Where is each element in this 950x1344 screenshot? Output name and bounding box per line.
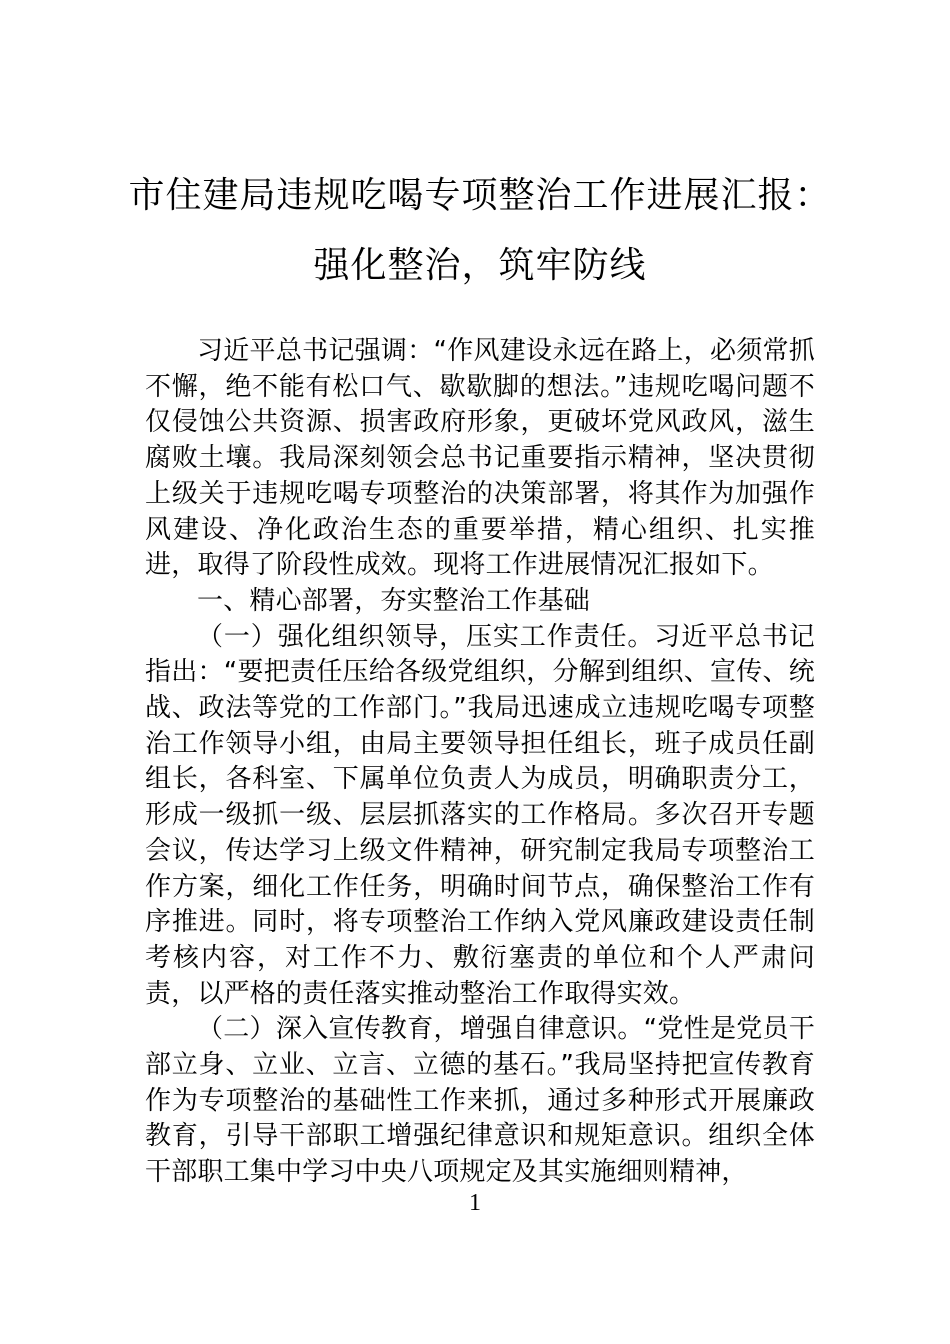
document-body bbox=[145, 334, 815, 1191]
document-title-line-2: 强化整治，筑牢防线 bbox=[313, 245, 647, 286]
document-title-line-1: 市住建局违规吃喝专项整治工作进展汇报： bbox=[128, 175, 832, 216]
page-number: 1 bbox=[469, 1190, 481, 1216]
subsection-paragraph-1: （一）强化组织领导，压实工作责任。习近平总书记指出：“要把责任压给各级党组织，分解到组织、宣传、统战、政法等党的工作部门。”我局迅速成立违规吃喝专项整治工作领导小组，由局主要领导担任组长，班子成员任副组长，各科室、下属单位负责人为成员，明确职责分工，形成一级抓一级、层层抓落实的工作格局。多次召开专题会议，传达学习上级文件精神，研究制定我局专项整治工作方案，细化工作任务，明确时间节点，确保整治工作有序推进。同时，将专项整治工作纳入党风廉政建设责任制考核内容，对工作不力、敷衍塞责的单位和个人严肃问责，以严格的责任落实推动整治工作取得实效。 bbox=[145, 621, 815, 1009]
section-heading-1: 一、精心部署，夯实整治工作基础 bbox=[197, 585, 591, 616]
subsection-paragraph-2: （二）深入宣传教育，增强自律意识。“党性是党员干部立身、立业、立言、立德的基石。”我局坚持把宣传教育作为专项整治的基础性工作来抓，通过多种形式开展廉政教育，引导干部职工增强纪律意识和规矩意识。组织全体干部职工集中学习中央八项规定及其实施细则精神， bbox=[145, 1014, 815, 1188]
intro-paragraph: 习近平总书记强调：“作风建设永远在路上，必须常抓不懈，绝不能有松口气、歇歇脚的想法。”违规吃喝问题不仅侵蚀公共资源、损害政府形象，更破坏党风政风，滋生腐败土壤。我局深刻领会总书记重要指示精神，坚决贯彻上级关于违规吃喝专项整治的决策部署，将其作为加强作风建设、净化政治生态的重要举措，精心组织、扎实推进，取得了阶段性成效。现将工作进展情况汇报如下。 bbox=[145, 336, 815, 581]
